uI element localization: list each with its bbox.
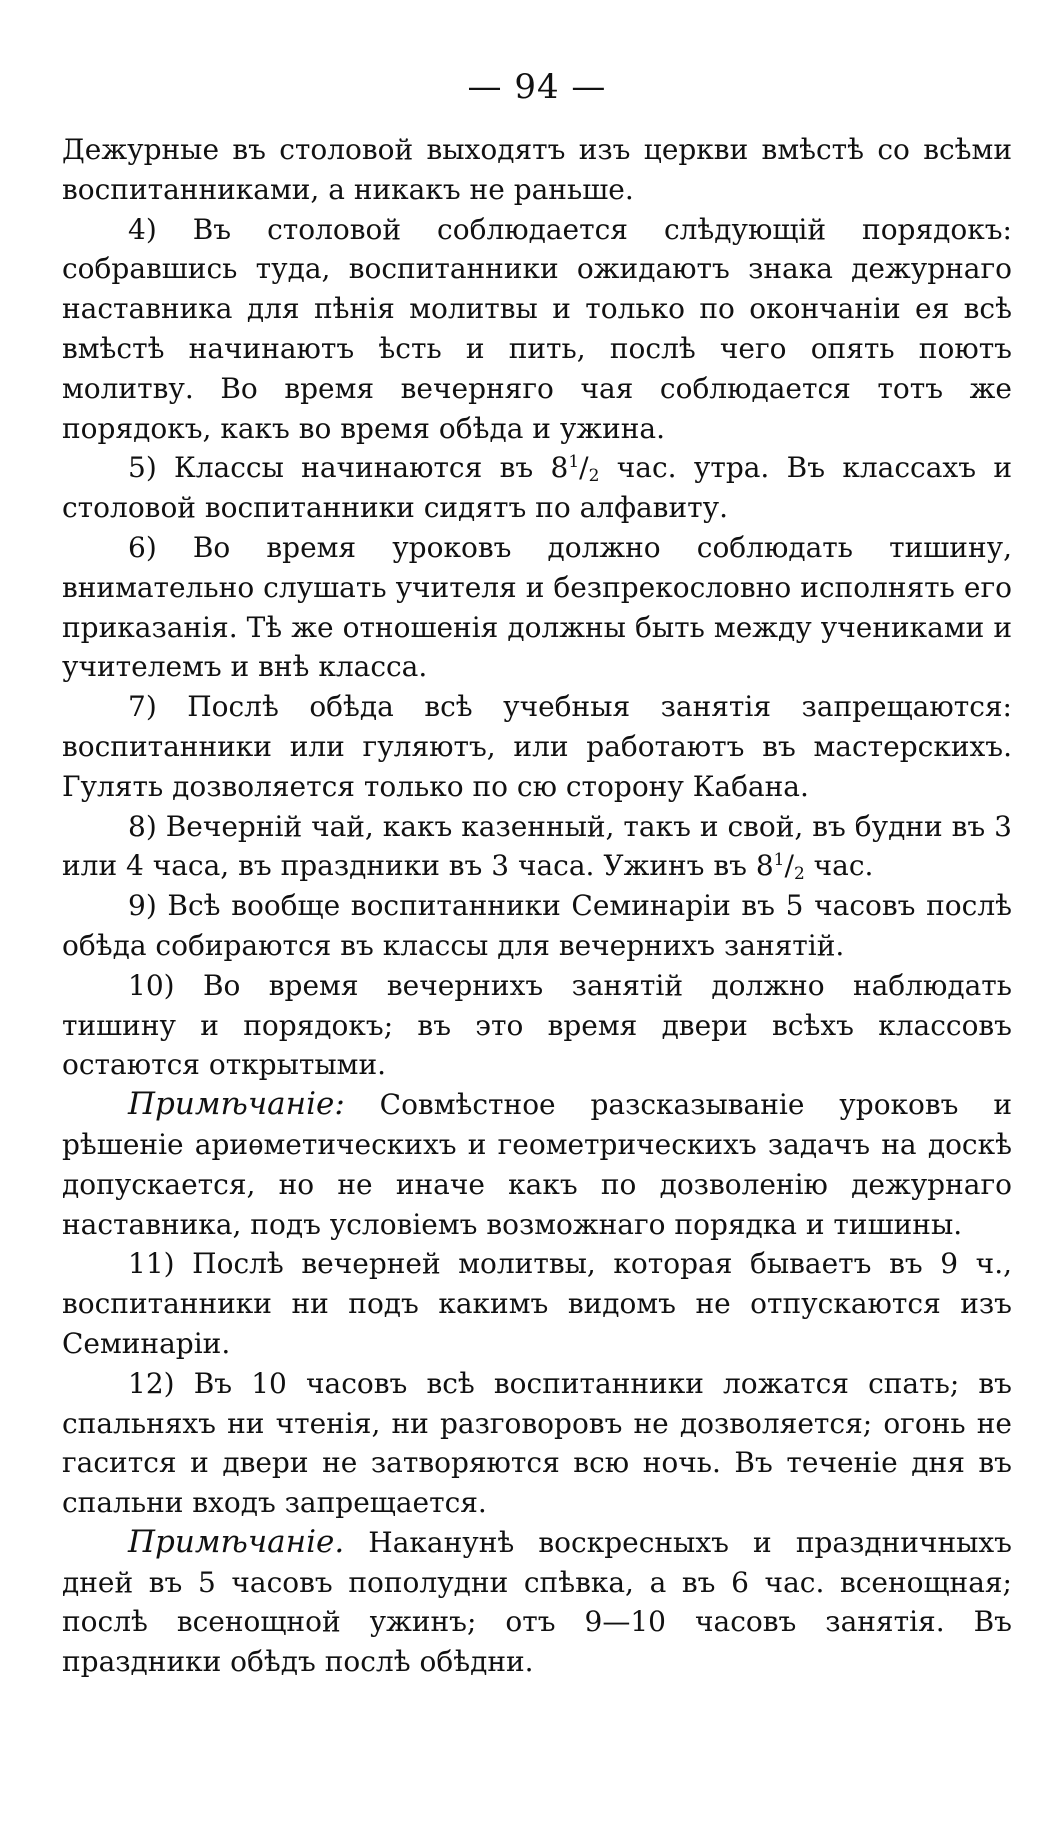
fraction-denominator: 2 xyxy=(588,466,600,487)
paragraph-text: Наканунѣ воскресныхъ и праздничныхъ дней въ 5 часовъ пополудни спѣвка, а въ 6 час. всенощная; послѣ всенощной ужинъ; отъ 9—10 часовъ занятія. Въ праздники обѣдъ послѣ обѣдни. xyxy=(62,1525,1012,1679)
paragraph-rule-9 xyxy=(62,886,1012,966)
note-label: Примѣчаніе. xyxy=(128,1523,345,1560)
paragraph-rule-5 xyxy=(62,448,1012,528)
paragraph-continuation xyxy=(62,130,1012,210)
paragraph-text: 6) Во время уроковъ должно соблюдать тишину, внимательно слушать учителя и безпрекословно исполнять его приказанія. Тѣ же отношенія должны быть между учениками и учителемъ и внѣ класса. xyxy=(62,530,1012,684)
paragraph-rule-6 xyxy=(62,528,1012,687)
paragraph-text: Дежурные въ столовой выходятъ изъ церкви вмѣстѣ со всѣми воспитанниками, а никакъ не раньше. xyxy=(62,133,1012,206)
fraction-numerator: 1 xyxy=(568,452,580,473)
paragraph-rule-4 xyxy=(62,210,1012,449)
fraction-denominator: 2 xyxy=(793,864,805,885)
paragraph-rule-10 xyxy=(62,966,1012,1085)
paragraph-text: 4) Въ столовой соблюдается слѣдующій порядокъ: собравшись туда, воспитанники ожидаютъ знака дежурнаго наставника для пѣнія молитвы и только по окончаніи ея всѣ вмѣстѣ начинаютъ ѣсть и пить, послѣ чего опять поютъ молитву. Во время вечерняго чая соблюдается тотъ же порядокъ, какъ во время обѣда и ужина. xyxy=(62,212,1012,445)
paragraph-text: 11) Послѣ вечерней молитвы, которая бываетъ въ 9 ч., воспитанники ни подъ какимъ видомъ не отпускаются изъ Семинаріи. xyxy=(62,1247,1012,1360)
paragraph-text: 7) Послѣ обѣда всѣ учебныя занятія запрещаются: воспитанники или гуляютъ, или работаютъ въ мастерскихъ. Гулять дозволяется только по сю сторону Кабана. xyxy=(62,690,1012,803)
paragraph-text: час. xyxy=(804,849,874,883)
paragraph-text: 10) Во время вечернихъ занятій должно наблюдать тишину и порядокъ; въ это время двери всѣхъ классовъ остаются открытыми. xyxy=(62,968,1012,1082)
page-number: — 94 — xyxy=(467,67,607,107)
paragraph-rule-8 xyxy=(62,807,1012,887)
paragraph-rule-11 xyxy=(62,1244,1012,1363)
paragraph-text: час. утра. Въ классахъ и столовой воспитанники сидятъ по алфавиту. xyxy=(62,451,1012,525)
paragraph-note-2 xyxy=(62,1523,1012,1682)
paragraph-rule-7 xyxy=(62,687,1012,806)
document-page xyxy=(62,52,1012,1812)
fraction-slash: / xyxy=(784,849,794,883)
paragraph-text: 5) Классы начинаются въ 8 xyxy=(128,451,569,485)
note-label: Примѣчаніе: xyxy=(128,1086,345,1123)
paragraph-text: 8) Вечерній чай, какъ казенный, такъ и свой, въ будни въ 3 или 4 часа, въ праздники въ 3 часа. Ужинъ въ 8 xyxy=(62,809,1012,883)
fraction-numerator: 1 xyxy=(773,850,785,871)
paragraph-text: 12) Въ 10 часовъ всѣ воспитанники ложатся спать; въ спальняхъ ни чтенія, ни разговоровъ не дозволяется; огонь не гасится и двери не затворяются всю ночь. Въ теченіе дня въ спальни входъ запрещается. xyxy=(62,1366,1012,1520)
paragraph-rule-12 xyxy=(62,1364,1012,1523)
fraction-slash: / xyxy=(579,451,589,485)
paragraph-text: 9) Всѣ вообще воспитанники Семинаріи въ 5 часовъ послѣ обѣда собираются въ классы для вечернихъ занятій. xyxy=(62,889,1012,962)
paragraph-note-1 xyxy=(62,1085,1012,1244)
paragraph-text: Совмѣстное разсказываніе уроковъ и рѣшеніе ариѳметическихъ и геометрическихъ задачъ на доскѣ допускается, но не иначе какъ по дозволенію дежурнаго наставника, подъ условіемъ возможнаго порядка и тишины. xyxy=(62,1088,1012,1241)
